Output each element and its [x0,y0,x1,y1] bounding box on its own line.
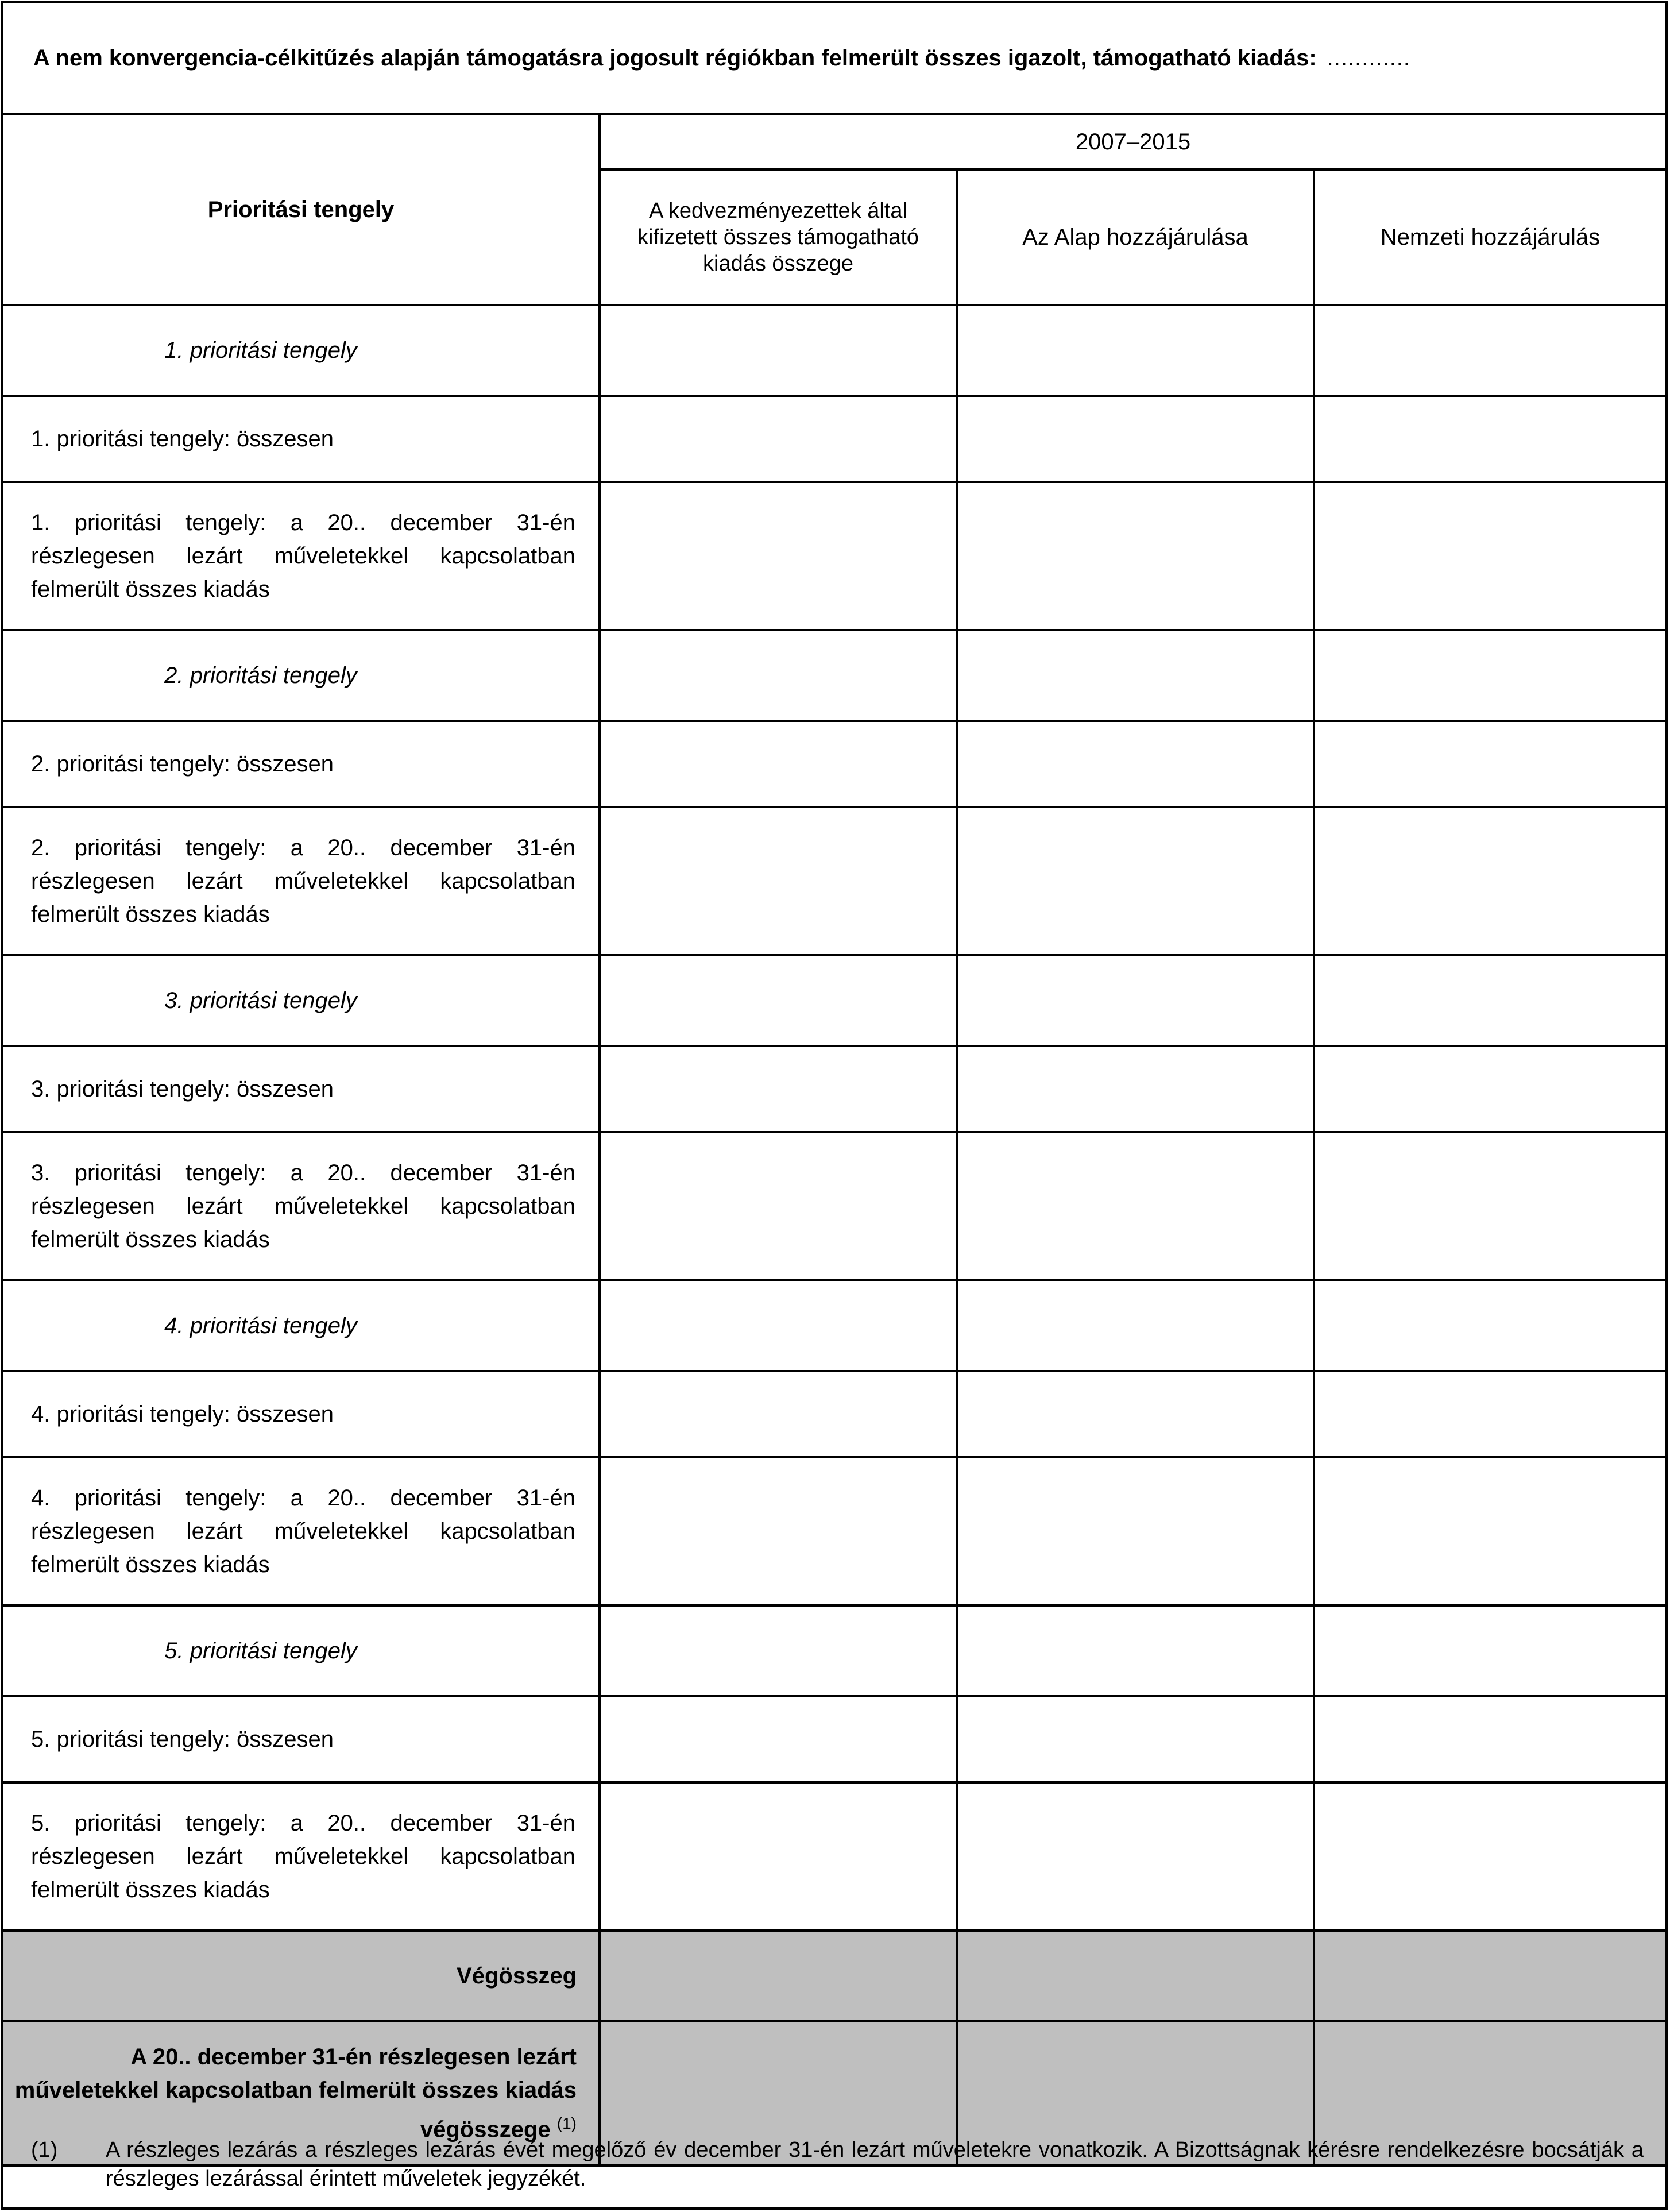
axis-closed-eligible-cell[interactable] [600,1782,957,1931]
axis-heading-eligible-cell[interactable] [600,955,957,1046]
grand-total-fund-cell[interactable] [957,1931,1314,2021]
footnote-text: A részleges lezárás a részleges lezárás évét megelőző év december 31-én lezárt műveletekre vonatkozik. A Bizottságnak kérésre rendelkezésre bocsátják a részleges lezárással érintett műveletek jegyzékét. [106,2138,1644,2191]
axis-closed-row [3,1782,1665,1931]
axis-column-header: Prioritási tengely [3,115,600,305]
axis-total-national-cell[interactable] [1314,1696,1665,1782]
grand-closed-text: A 20.. december 31-én részlegesen lezárt műveletekkel kapcsolatban felmerült összes kiadás végösszege [14,2044,577,2142]
axis-total-label: 2. prioritási tengely: összesen [3,721,600,807]
axis-heading-eligible-cell[interactable] [600,1605,957,1696]
axis-closed-label: 3. prioritási tengely: a 20.. december 31-én részlegesen lezárt műveletekkel kapcsolatban felmerült összes kiadás [3,1132,600,1280]
axis-total-eligible-cell[interactable] [600,1696,957,1782]
title-text: A nem konvergencia-célkitűzés alapján támogatásra jogosult régiókban felmerült összes igazolt, támogatható kiadás: [33,45,1317,71]
axis-total-national-cell[interactable] [1314,1371,1665,1457]
axis-closed-fund-cell[interactable] [957,807,1314,955]
form-title [3,3,1665,115]
axis-total-eligible-cell[interactable] [600,396,957,482]
axis-heading-row [3,630,1665,721]
axis-heading-national-cell[interactable] [1314,1280,1665,1371]
grand-total-national-cell[interactable] [1314,1931,1665,2021]
grand-total-row [3,1931,1665,2021]
axis-total-label: 5. prioritási tengely: összesen [3,1696,600,1782]
axis-total-fund-cell[interactable] [957,396,1314,482]
axis-total-national-cell[interactable] [1314,396,1665,482]
axis-closed-eligible-cell[interactable] [600,1132,957,1280]
footnote-mark: (1) [31,2138,58,2162]
axis-closed-label: 5. prioritási tengely: a 20.. december 31-én részlegesen lezárt műveletekkel kapcsolatban felmerült összes kiadás [3,1782,600,1931]
axis-total-fund-cell[interactable] [957,1371,1314,1457]
axis-total-fund-cell[interactable] [957,721,1314,807]
axis-heading-label: 2. prioritási tengely [3,630,600,721]
axis-closed-eligible-cell[interactable] [600,1457,957,1605]
axis-heading-fund-cell[interactable] [957,955,1314,1046]
axis-closed-fund-cell[interactable] [957,1782,1314,1931]
footnote [3,2113,1665,2207]
axis-closed-national-cell[interactable] [1314,482,1665,630]
axis-total-row [3,721,1665,807]
axis-heading-row [3,955,1665,1046]
axis-total-row [3,1371,1665,1457]
axis-heading-national-cell[interactable] [1314,1605,1665,1696]
axis-total-fund-cell[interactable] [957,1696,1314,1782]
axis-closed-label: 4. prioritási tengely: a 20.. december 31-én részlegesen lezárt műveletekkel kapcsolatban felmerült összes kiadás [3,1457,600,1605]
axis-heading-label: 3. prioritási tengely [3,955,600,1046]
axis-heading-national-cell[interactable] [1314,630,1665,721]
axis-total-national-cell[interactable] [1314,721,1665,807]
axis-closed-row [3,807,1665,955]
period-header: 2007–2015 [600,115,1665,169]
axis-heading-fund-cell[interactable] [957,630,1314,721]
eligible-expenditure-header: A kedvezményezettek által kifizetett összes támogatható kiadás összege [600,169,957,305]
axis-heading-row [3,305,1665,396]
expenditure-form [1,1,1668,2210]
axis-heading-national-cell[interactable] [1314,955,1665,1046]
axis-closed-national-cell[interactable] [1314,1782,1665,1931]
axis-total-national-cell[interactable] [1314,1046,1665,1132]
axis-heading-label: 5. prioritási tengely [3,1605,600,1696]
axis-closed-row [3,1132,1665,1280]
axis-total-row [3,1046,1665,1132]
axis-heading-eligible-cell[interactable] [600,305,957,396]
axis-closed-row [3,482,1665,630]
axis-total-eligible-cell[interactable] [600,1046,957,1132]
axis-closed-fund-cell[interactable] [957,1457,1314,1605]
axis-total-eligible-cell[interactable] [600,1371,957,1457]
grand-total-label: Végösszeg [3,1931,600,2021]
axis-heading-row [3,1280,1665,1371]
axis-closed-fund-cell[interactable] [957,482,1314,630]
expenditure-table [3,115,1665,2167]
axis-closed-label: 1. prioritási tengely: a 20.. december 31-én részlegesen lezárt műveletekkel kapcsolatban felmerült összes kiadás [3,482,600,630]
national-contribution-header: Nemzeti hozzájárulás [1314,169,1665,305]
axis-closed-fund-cell[interactable] [957,1132,1314,1280]
axis-rows [3,305,1665,1931]
axis-heading-eligible-cell[interactable] [600,1280,957,1371]
axis-heading-eligible-cell[interactable] [600,630,957,721]
axis-closed-eligible-cell[interactable] [600,807,957,955]
axis-total-row [3,396,1665,482]
axis-total-row [3,1696,1665,1782]
axis-total-label: 3. prioritási tengely: összesen [3,1046,600,1132]
axis-heading-label: 1. prioritási tengely [3,305,600,396]
axis-heading-fund-cell[interactable] [957,305,1314,396]
axis-closed-national-cell[interactable] [1314,1132,1665,1280]
axis-closed-row [3,1457,1665,1605]
axis-total-eligible-cell[interactable] [600,721,957,807]
axis-heading-label: 4. prioritási tengely [3,1280,600,1371]
footnote-ref: (1) [556,2114,577,2133]
axis-total-label: 1. prioritási tengely: összesen [3,396,600,482]
title-fill-in-field[interactable]: ............ [1327,45,1411,71]
axis-heading-row [3,1605,1665,1696]
axis-closed-national-cell[interactable] [1314,1457,1665,1605]
grand-total-eligible-cell[interactable] [600,1931,957,2021]
axis-closed-label: 2. prioritási tengely: a 20.. december 31-én részlegesen lezárt műveletekkel kapcsolatban felmerült összes kiadás [3,807,600,955]
fund-contribution-header: Az Alap hozzájárulása [957,169,1314,305]
axis-heading-fund-cell[interactable] [957,1605,1314,1696]
axis-total-label: 4. prioritási tengely: összesen [3,1371,600,1457]
axis-heading-national-cell[interactable] [1314,305,1665,396]
axis-closed-eligible-cell[interactable] [600,482,957,630]
axis-heading-fund-cell[interactable] [957,1280,1314,1371]
axis-total-fund-cell[interactable] [957,1046,1314,1132]
axis-closed-national-cell[interactable] [1314,807,1665,955]
